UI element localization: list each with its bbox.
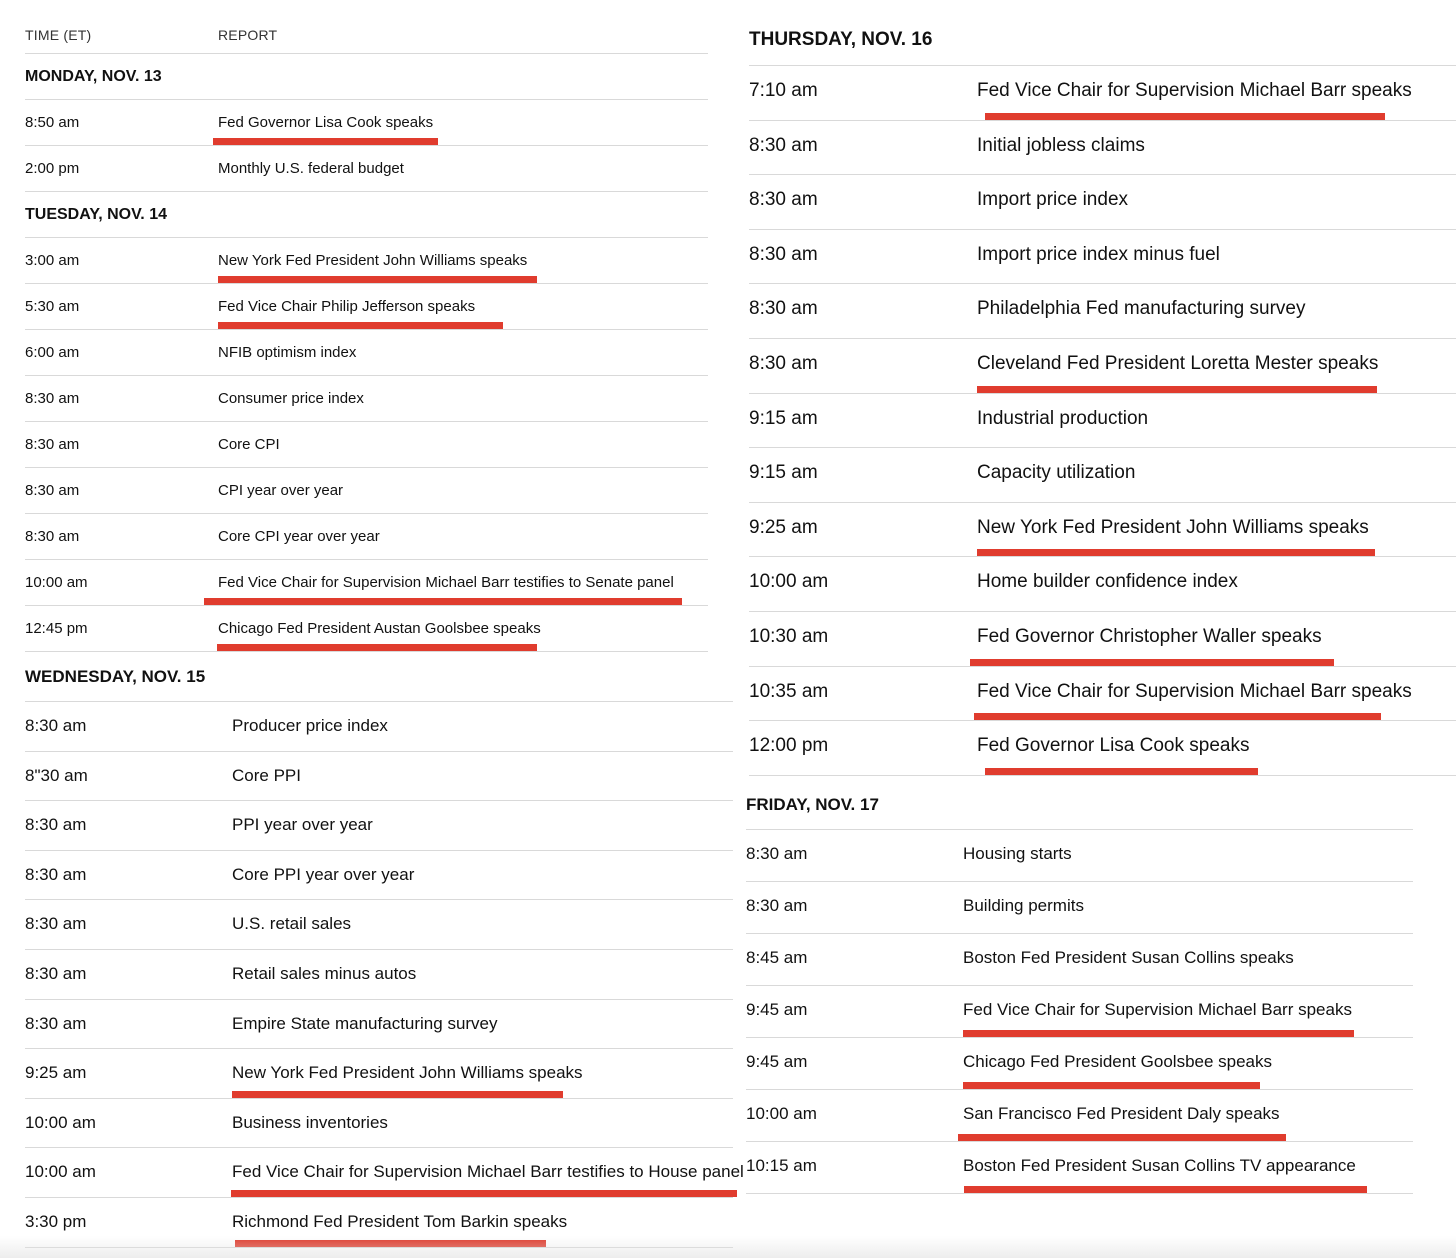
event-time: 8:30 am — [749, 243, 818, 265]
event-report: Fed Governor Lisa Cook speaks — [977, 735, 1250, 757]
event-time: 10:30 am — [749, 626, 829, 647]
event-report: PPI year over year — [232, 815, 373, 835]
event-time: 10:00 am — [25, 574, 88, 591]
table-row — [746, 830, 1413, 882]
table-row — [25, 1099, 733, 1149]
event-report: Boston Fed President Susan Collins TV appearance — [963, 1156, 1356, 1175]
event-time: 8:30 am — [749, 298, 818, 320]
table-row — [25, 468, 708, 514]
event-time: 9:15 am — [749, 407, 818, 429]
left-column-upper — [25, 0, 708, 660]
event-report: Fed Vice Chair for Supervision Michael Barr testifies to House panel — [232, 1162, 744, 1182]
event-report: Empire State manufacturing survey — [232, 1013, 498, 1033]
table-row — [749, 230, 1456, 285]
day-heading-monday: MONDAY, NOV. 13 — [25, 68, 162, 85]
event-report: Retail sales minus autos — [232, 964, 417, 983]
event-time: 10:15 am — [746, 1156, 817, 1175]
table-row — [746, 1038, 1413, 1090]
event-report: Philadelphia Fed manufacturing survey — [977, 298, 1306, 320]
table-row — [749, 284, 1456, 339]
event-time: 8:30 am — [749, 134, 818, 156]
bottom-fade — [0, 1236, 1456, 1258]
table-row — [749, 121, 1456, 176]
event-time: 3:00 am — [25, 252, 80, 269]
event-report: Core PPI — [232, 765, 301, 785]
table-row — [25, 422, 708, 468]
event-time: 8:30 am — [749, 189, 818, 211]
table-row — [25, 238, 708, 284]
event-report: Fed Vice Chair for Supervision Michael Barr speaks — [963, 1000, 1352, 1019]
event-report: NFIB optimism index — [218, 344, 357, 361]
event-report: Core CPI — [218, 436, 280, 453]
fed-speaker-highlight — [232, 1091, 563, 1098]
table-row — [25, 560, 708, 606]
table-row — [749, 667, 1456, 722]
table-row — [25, 851, 733, 901]
event-report: Home builder confidence index — [977, 571, 1238, 593]
event-report: Chicago Fed President Austan Goolsbee speaks — [218, 620, 541, 637]
right-column-lower — [746, 780, 1413, 1258]
event-report: Boston Fed President Susan Collins speaks — [963, 948, 1294, 967]
table-row — [749, 503, 1456, 558]
table-row — [25, 900, 733, 950]
event-report: Business inventories — [232, 1112, 388, 1132]
left-column-lower — [25, 655, 744, 1258]
event-time: 9:15 am — [749, 462, 818, 484]
event-report: Initial jobless claims — [977, 134, 1145, 156]
table-row — [25, 1000, 733, 1050]
table-row — [749, 339, 1456, 394]
report-column-header: REPORT — [218, 27, 278, 43]
event-report: Fed Vice Chair Philip Jefferson speaks — [218, 298, 476, 315]
table-row — [749, 394, 1456, 449]
event-report: Fed Governor Christopher Waller speaks — [977, 626, 1322, 647]
table-row — [749, 612, 1456, 667]
event-time: 8:30 am — [25, 815, 87, 835]
fed-speaker-highlight — [958, 1134, 1286, 1141]
event-time: 8:30 am — [749, 353, 818, 374]
event-time: 10:00 am — [746, 1104, 817, 1123]
fed-speaker-highlight — [964, 1186, 1367, 1193]
day-heading-wednesday: WEDNESDAY, NOV. 15 — [25, 667, 206, 686]
event-report: Chicago Fed President Goolsbee speaks — [963, 1052, 1273, 1071]
table-row — [25, 330, 708, 376]
event-report: Producer price index — [232, 716, 388, 735]
fed-speaker-highlight — [963, 1082, 1260, 1089]
event-report: Housing starts — [963, 844, 1072, 863]
fed-speaker-highlight — [977, 386, 1377, 393]
table-row — [749, 448, 1456, 503]
event-report: CPI year over year — [218, 482, 344, 499]
table-row — [25, 376, 708, 422]
event-time: 3:30 pm — [25, 1212, 87, 1231]
table-row — [749, 66, 1456, 121]
fed-speaker-highlight — [217, 644, 537, 651]
table-row — [25, 950, 733, 1000]
event-time: 6:00 am — [25, 344, 80, 361]
table-row — [749, 175, 1456, 230]
event-time: 8:30 am — [25, 390, 80, 407]
event-time: 8:30 am — [25, 482, 80, 499]
event-time: 10:00 am — [25, 1162, 96, 1182]
event-report: Monthly U.S. federal budget — [218, 160, 404, 177]
fed-speaker-highlight — [218, 276, 537, 283]
event-report: New York Fed President John Williams speaks — [232, 1063, 583, 1083]
table-row — [749, 721, 1456, 776]
event-report: Building permits — [963, 896, 1084, 915]
table-row — [25, 1148, 744, 1198]
event-report: Richmond Fed President Tom Barkin speaks — [232, 1212, 568, 1231]
event-time: 8:30 am — [25, 964, 87, 983]
event-time: 5:30 am — [25, 298, 80, 315]
event-report: Consumer price index — [218, 390, 364, 407]
event-report: Core PPI year over year — [232, 864, 415, 884]
fed-speaker-highlight — [974, 713, 1381, 720]
header-divider — [25, 53, 708, 54]
table-row — [25, 752, 733, 802]
event-time: 12:00 pm — [749, 735, 829, 757]
fed-speaker-highlight — [204, 598, 682, 605]
event-time: 8:30 am — [746, 896, 808, 915]
event-report: Fed Vice Chair for Supervision Michael Barr speaks — [977, 80, 1412, 101]
table-row — [25, 514, 708, 560]
event-report: Industrial production — [977, 407, 1149, 429]
event-time: 10:35 am — [749, 680, 829, 702]
event-report: Fed Vice Chair for Supervision Michael Barr speaks — [977, 680, 1412, 702]
event-time: 8:30 am — [746, 844, 808, 863]
table-row — [746, 882, 1413, 934]
day-heading-thursday: THURSDAY, NOV. 16 — [749, 29, 933, 50]
event-time: 10:00 am — [25, 1112, 96, 1132]
event-time: 12:45 pm — [25, 620, 88, 637]
table-row — [25, 702, 733, 752]
event-report: Fed Vice Chair for Supervision Michael Barr testifies to Senate panel — [218, 574, 674, 591]
right-column-upper — [749, 0, 1456, 780]
event-report: New York Fed President John Williams speaks — [218, 252, 528, 269]
event-time: 8:30 am — [25, 436, 80, 453]
fed-speaker-highlight — [970, 659, 1334, 666]
event-time: 9:45 am — [746, 1052, 808, 1071]
event-time: 10:00 am — [749, 571, 829, 593]
fed-speaker-highlight — [231, 1190, 737, 1197]
table-row — [746, 986, 1413, 1038]
event-time: 8:50 am — [25, 114, 80, 131]
fed-speaker-highlight — [977, 549, 1375, 556]
table-row — [25, 284, 708, 330]
fed-speaker-highlight — [218, 322, 503, 329]
event-report: Core CPI year over year — [218, 528, 380, 545]
event-time: 8:30 am — [25, 528, 80, 545]
event-time: 8"30 am — [25, 765, 88, 785]
day-heading-tuesday: TUESDAY, NOV. 14 — [25, 206, 167, 223]
time-column-header: TIME (ET) — [25, 27, 92, 43]
event-time: 8:30 am — [25, 716, 87, 735]
table-row — [25, 100, 708, 146]
event-time: 8:45 am — [746, 948, 808, 967]
event-report: New York Fed President John Williams speaks — [977, 516, 1369, 538]
event-time: 7:10 am — [749, 80, 818, 101]
table-row — [25, 801, 733, 851]
event-time: 9:25 am — [749, 516, 818, 538]
fed-speaker-highlight — [963, 1030, 1354, 1037]
event-time: 8:30 am — [25, 864, 87, 884]
event-time: 2:00 pm — [25, 160, 80, 177]
event-report: Cleveland Fed President Loretta Mester speaks — [977, 353, 1379, 374]
table-row — [746, 1142, 1413, 1194]
fed-speaker-highlight — [985, 113, 1385, 120]
event-time: 8:30 am — [25, 914, 87, 934]
event-report: Fed Governor Lisa Cook speaks — [218, 114, 434, 131]
event-report: San Francisco Fed President Daly speaks — [963, 1104, 1280, 1123]
event-report: Import price index minus fuel — [977, 243, 1220, 265]
table-row — [749, 557, 1456, 612]
event-report: Capacity utilization — [977, 462, 1136, 484]
table-row — [25, 146, 708, 192]
day-heading-friday: FRIDAY, NOV. 17 — [746, 795, 879, 814]
fed-speaker-highlight — [985, 768, 1258, 775]
table-row — [25, 1049, 733, 1099]
fed-speaker-highlight — [213, 138, 438, 145]
table-row — [25, 606, 708, 652]
event-report: Import price index — [977, 189, 1129, 211]
event-time: 9:25 am — [25, 1063, 87, 1083]
event-time: 9:45 am — [746, 1000, 808, 1019]
event-time: 8:30 am — [25, 1013, 87, 1033]
table-row — [746, 934, 1413, 986]
table-row — [746, 1090, 1413, 1142]
event-report: U.S. retail sales — [232, 914, 352, 934]
